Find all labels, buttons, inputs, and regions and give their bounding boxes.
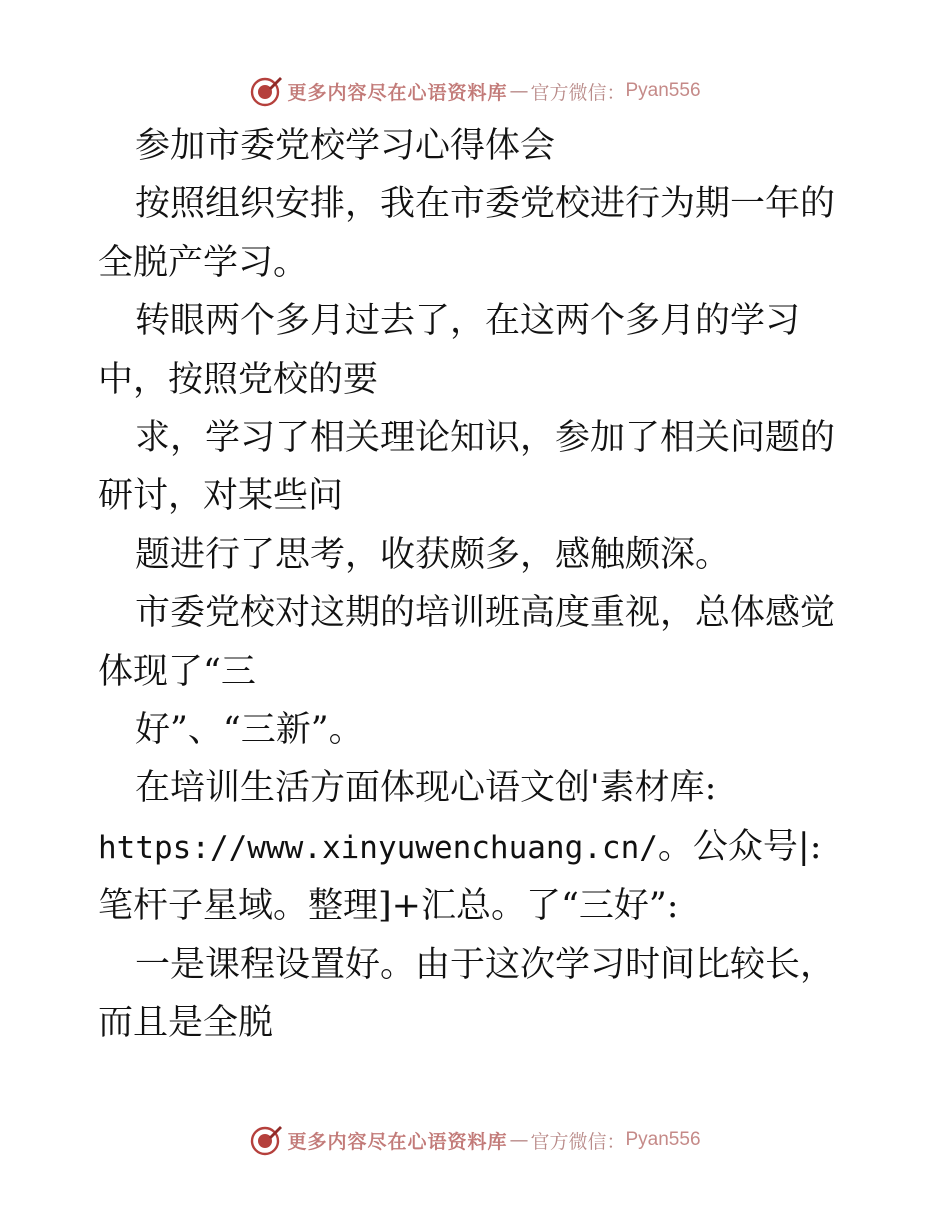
paragraph-3: 求，学习了相关理论知识，参加了相关问题的研讨，对某些问 [98, 418, 836, 517]
watermark-site-text: 更多内容尽在心语资料库 [287, 81, 508, 104]
pen-seal-icon [249, 1123, 283, 1157]
paragraph-5: 市委党校对这期的培训班高度重视，总体感觉体现了“三 [98, 593, 836, 692]
watermark-site-text: 更多内容尽在心语资料库 [287, 1130, 508, 1153]
paragraph-2: 转眼两个多月过去了，在这两个多月的学习中，按照党校的要 [98, 301, 801, 400]
watermark-wechat-label: 官方微信： [530, 81, 626, 104]
paragraph-4: 题进行了思考，收获颇多，感触颇深。 [135, 534, 731, 575]
paragraph-6: 好”、“三新”。 [135, 710, 364, 751]
url-paragraph-after: 。公众号|: 笔杆子星域。整理]+汇总。了“三好”: [98, 826, 822, 927]
resource-url-link[interactable]: https://www.xinyuwenchuang.cn/ [98, 829, 658, 866]
document-title: 参加市委党校学习心得体会 [135, 126, 556, 166]
watermark-wechat-label: 官方微信： [530, 1130, 626, 1153]
paragraph-with-url [98, 759, 858, 935]
header-watermark [0, 71, 950, 111]
watermark-dash: — [509, 80, 529, 102]
pen-seal-icon [249, 74, 283, 108]
paragraph-1: 按照组织安排，我在市委党校进行为期一年的全脱产学习。 [98, 184, 836, 283]
url-paragraph-before: 在培训生活方面体现心语文创'素材库: [135, 768, 717, 809]
document-body [98, 117, 858, 1053]
paragraph-last: 一是课程设置好。由于这次学习时间比较长，而且是全脱 [98, 944, 836, 1044]
watermark-dash: — [509, 1129, 529, 1151]
watermark-wechat-id: Pyan556 [625, 80, 701, 101]
footer-watermark [0, 1120, 950, 1160]
watermark-wechat-id: Pyan556 [625, 1129, 701, 1150]
